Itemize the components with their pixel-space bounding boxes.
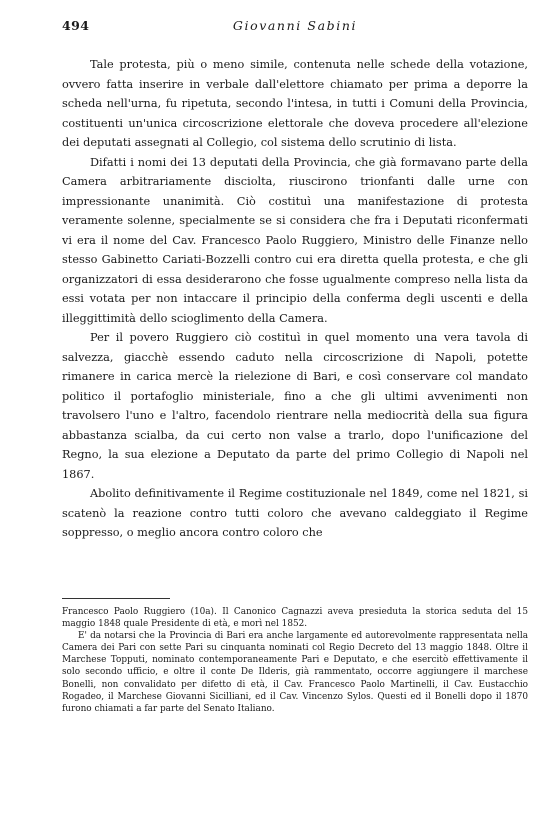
paragraph: Difatti i nomi dei 13 deputati della Provincia, che già formavano parte della Camera arbitrariamente disciolta, riuscirono trionfanti dalle urne con impressionante unanimità. Ciò costituì una manifestazione di protesta veramente solenne, specialmente se si considera che fra i Deputati riconfermati vi era il nome del Cav. Francesco Paolo Ruggiero, Ministro delle Finanze nello stesso Gabinetto Cariati-Bozzelli contro cui era diretta quella protesta, e che gli organizzatori di essa desiderarono che fosse ugualmente compreso nella lista da essi votata per non intaccare il principio della conferma degli uscenti e della illeggittimità dello scioglimento della Camera. xyxy=(62,155,528,325)
main-text xyxy=(62,55,528,543)
paragraph: Per il povero Ruggiero ciò costituì in quel momento una vera tavola di salvezza, giacchè essendo caduto nella circoscrizione di Napoli, potette rimanere in carica mercè la rielezione di Bari, e così conservare col mandato politico il portafoglio ministeriale, fino a che gli ultimi avvenimenti non travolsero l'uno e l'altro, facendolo rientrare nella mediocrità della sua figura abbastanza scialba, da cui certo non valse a trarlo, dopo l'unificazione del Regno, la sua elezione a Deputato da parte del primo Collegio di Napoli nel 1867. xyxy=(62,331,528,481)
page-number: 494 xyxy=(62,17,90,33)
page-header xyxy=(62,14,528,36)
footnote-paragraph: Francesco Paolo Ruggiero (10a). Il Canonico Cagnazzi aveva presieduta la storica seduta del 15 maggio 1848 quale Presidente di età, e morì nel 1852. xyxy=(62,607,528,630)
footnote-paragraph: E' da notarsi che la Provincia di Bari era anche largamente ed autorevolmente rappresentata nella Camera dei Pari con sette Pari su cinquanta nominati col Regio Decreto del 13 maggio 1848. Oltre il Marchese Topputi, nominato contemporaneamente Pari e Deputato, e che esercitò effettivamente il solo secondo ufficio, e oltre il conte De Ilderis, già rammentato, occorre aggiungere il marchese Bonelli, non convalidato per difetto di età, il Cav. Francesco Paolo Martinelli, il Cav. Eustacchio Rogadeo, il Marchese Giovanni Sicilliani, ed il Cav. Vincenzo Sylos. Questi ed il Bonelli dopo il 1870 furono chiamati a far parte del Senato Italiano. xyxy=(62,631,528,714)
paragraph: Abolito definitivamente il Regime costituzionale nel 1849, come nel 1821, si scatenò la reazione contro tutti coloro che avevano caldeggiato il Regime soppresso, o meglio ancora contro coloro che xyxy=(62,487,528,539)
footnote xyxy=(62,606,528,715)
footnote-divider xyxy=(62,598,170,599)
paragraph: Tale protesta, più o meno simile, contenuta nelle schede della votazione, ovvero fatta inserire in verbale dall'elettore chiamato per prima a deporre la scheda nell'urna, fu ripetuta, secondo l'intesa, in tutti i Comuni della Provincia, costituenti un'unica circoscrizione elettorale che doveva procedere all'elezione dei deputati assegnati al Collegio, col sistema dello scrutinio di lista. xyxy=(62,58,528,149)
running-title: Giovanni Sabini xyxy=(232,17,358,33)
